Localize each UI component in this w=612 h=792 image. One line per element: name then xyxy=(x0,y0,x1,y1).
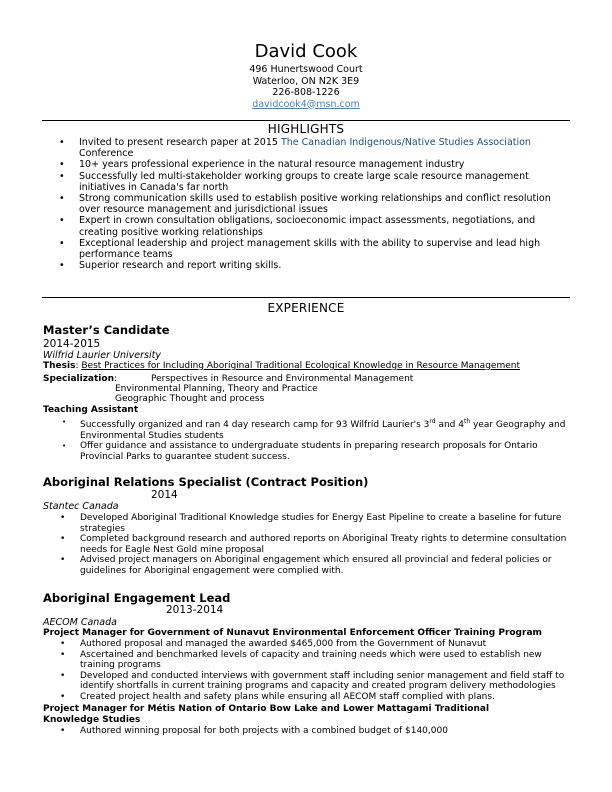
list-item: • Developed Aboriginal Traditional Knowledge studies for Energy East Pipeline to create a baseline for future strategies xyxy=(43,513,573,534)
address-line-1: 496 Hunertswood Court xyxy=(249,64,363,75)
specialization-label: Specialization: xyxy=(43,374,118,384)
nunavut-duties-list xyxy=(43,639,573,703)
highlight-item: • Superior research and report writing skills. xyxy=(42,260,567,271)
metis-duties-list xyxy=(43,726,573,737)
highlight-item: • Expert in crown consultation obligations, socioeconomic impact assessments, negotiations, and creating positive working relationships xyxy=(42,215,567,237)
highlight-item: • Strong communication skills used to establish positive working relationships and conflict resolution over resource management and jurisdictional issues xyxy=(42,193,567,215)
list-item: • Authored proposal and managed the awarded $465,000 from the Government of Nunavut xyxy=(43,639,573,650)
job-dates-masters: 2014-2015 xyxy=(43,338,101,350)
project-title-nunavut: Project Manager for Government of Nunavut Environmental Enforcement Officer Training Program xyxy=(43,628,542,638)
job-dates-aecom: 2013-2014 xyxy=(166,604,224,616)
list-item: • Ascertained and benchmarked levels of capacity and training needs which were used to establish new training programs xyxy=(43,650,573,671)
list-item: • Developed and conducted interviews with government staff including senior management and field staff to identify shortfalls in current training programs and capacity and created program delivery methodologies xyxy=(43,671,573,692)
list-item: • Offer guidance and assistance to undergraduate students in preparing research proposals for Ontario Provincial Parks to guarantee student success. xyxy=(43,441,573,462)
highlight-item: • Invited to present research paper at 2015 The Canadian Indigenous/Native Studies Association Conference xyxy=(42,137,567,159)
specialization-item: Environmental Planning, Theory and Practice xyxy=(115,384,318,394)
list-item: • Completed background research and authored reports on Aboriginal Treaty rights to determine consultation needs for Eagle Nest Gold mine proposal xyxy=(43,534,573,555)
highlights-heading: HIGHLIGHTS xyxy=(267,122,345,136)
address-line-2: Waterloo, ON N2K 3E9 xyxy=(252,75,360,87)
job-title-aecom: Aboriginal Engagement Lead xyxy=(43,591,231,605)
list-item: • Successfully organized and ran 4 day research camp for 93 Wilfrid Laurier's 3rd and 4th year Geography and Environmental Studies students xyxy=(43,417,573,441)
highlights-list xyxy=(42,137,567,271)
job-org-stantec: Stantec Canada xyxy=(43,501,119,512)
job-org-masters: Wilfrid Laurier University xyxy=(43,350,161,361)
candidate-name: David Cook xyxy=(254,41,358,62)
thesis-line: Thesis: Best Practices for Including Aboriginal Traditional Ecological Knowledge in Resource Management xyxy=(43,361,520,371)
project-title-metis: Project Manager for Métis Nation of Ontario Bow Lake and Lower Mattagami Traditional Knowledge Studies xyxy=(43,704,490,725)
job-title-masters: Master’s Candidate xyxy=(43,323,170,337)
divider-experience xyxy=(42,297,570,298)
email-link[interactable]: davidcook4@msn.com xyxy=(252,98,360,110)
teaching-assistant-label: Teaching Assistant xyxy=(43,405,139,415)
divider-highlights xyxy=(42,120,570,121)
teaching-assistant-list xyxy=(43,417,573,462)
phone-number: 226-808-1226 xyxy=(272,87,340,98)
highlight-item: • 10+ years professional experience in the natural resource management industry xyxy=(42,159,567,170)
specialization-item: Geographic Thought and process xyxy=(115,394,265,404)
list-item: • Created project health and safety plans while ensuring all AECOM staff complied with plans. xyxy=(43,692,573,703)
experience-heading: EXPERIENCE xyxy=(267,301,345,315)
job-org-aecom: AECOM Canada xyxy=(43,617,117,628)
stantec-duties-list xyxy=(43,513,573,577)
highlight-item: • Successfully led multi-stakeholder working groups to create large scale resource management initiatives in Canada's far north xyxy=(42,171,567,193)
list-item: • Authored winning proposal for both projects with a combined budget of $140,000 xyxy=(43,726,573,737)
job-dates-stantec: 2014 xyxy=(151,489,178,501)
job-title-stantec: Aboriginal Relations Specialist (Contract Position) xyxy=(43,475,369,489)
specialization-item: Perspectives in Resource and Environmental Management xyxy=(151,374,414,384)
contact-block xyxy=(0,64,612,110)
highlight-item: • Exceptional leadership and project management skills with the ability to supervise and lead high performance teams xyxy=(42,238,567,260)
list-item: • Advised project managers on Aboriginal engagement which ensured all provincial and federal policies or guidelines for Aboriginal engagement were complied with. xyxy=(43,555,573,576)
